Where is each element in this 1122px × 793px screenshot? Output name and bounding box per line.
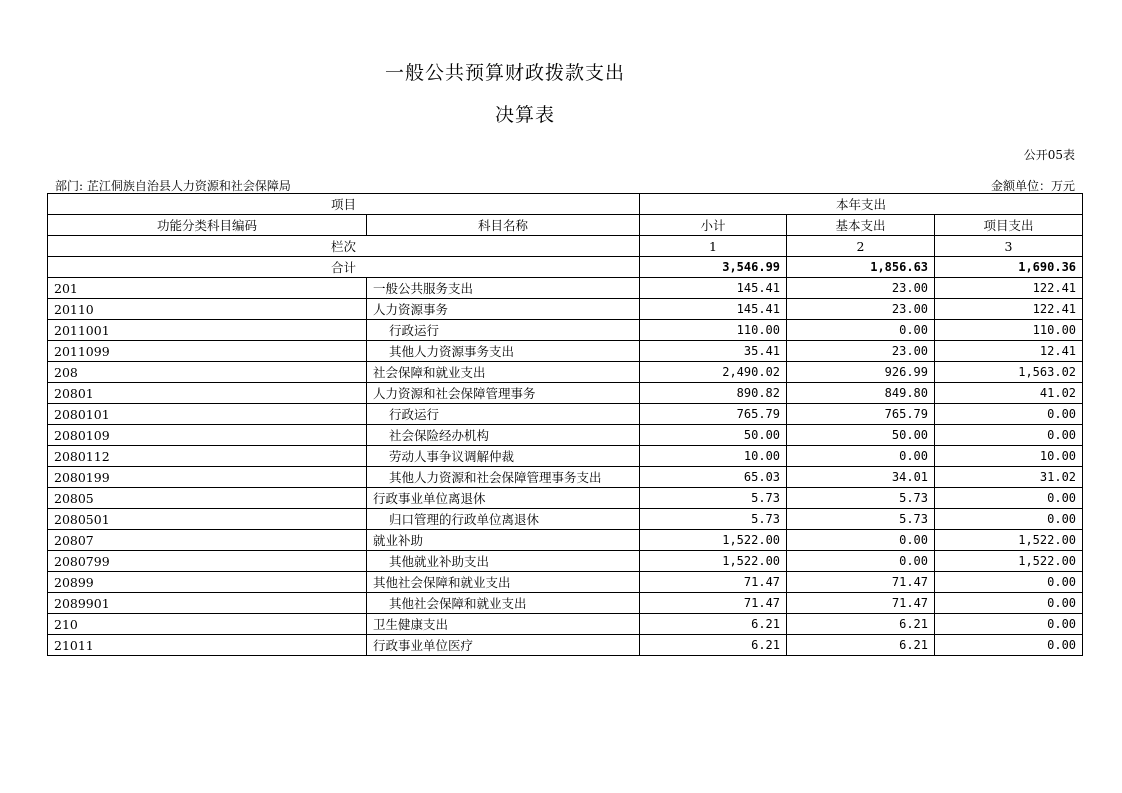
index-label: 栏次: [48, 236, 640, 257]
row-code: 2080101: [48, 404, 367, 425]
row-project: 0.00: [935, 509, 1083, 530]
row-subtotal: 5.73: [640, 488, 787, 509]
row-basic: 23.00: [787, 278, 935, 299]
col-header-basic: 基本支出: [787, 215, 935, 236]
row-name: 人力资源和社会保障管理事务: [367, 383, 640, 404]
header-current-year-cell: 本年支出: [640, 194, 1083, 215]
index-2: 2: [787, 236, 935, 257]
row-name: 其他就业补助支出: [367, 551, 640, 572]
row-subtotal: 890.82: [640, 383, 787, 404]
row-basic: 0.00: [787, 446, 935, 467]
row-project: 0.00: [935, 488, 1083, 509]
table-row: [48, 635, 1083, 656]
row-project: 1,522.00: [935, 530, 1083, 551]
table-row: [48, 572, 1083, 593]
row-name: 归口管理的行政单位离退休: [367, 509, 640, 530]
total-basic: 1,856.63: [787, 257, 935, 278]
row-basic: 23.00: [787, 341, 935, 362]
report-title: 一般公共预算财政拨款支出: [384, 62, 625, 84]
row-name: 其他社会保障和就业支出: [367, 593, 640, 614]
table-row: [48, 593, 1083, 614]
table-row: [48, 425, 1083, 446]
index-row: [48, 236, 1083, 257]
row-name: 其他人力资源事务支出: [367, 341, 640, 362]
row-code: 20805: [48, 488, 367, 509]
row-code: 210: [48, 614, 367, 635]
table-row: [48, 551, 1083, 572]
report-subtitle: 决算表: [494, 104, 555, 126]
table-row: [48, 278, 1083, 299]
row-code: 20110: [48, 299, 367, 320]
row-subtotal: 2,490.02: [640, 362, 787, 383]
row-subtotal: 110.00: [640, 320, 787, 341]
col-header-project: 项目支出: [935, 215, 1083, 236]
row-code: 20807: [48, 530, 367, 551]
row-project: 110.00: [935, 320, 1083, 341]
col-header-code: 功能分类科目编码: [48, 215, 367, 236]
row-name: 社会保险经办机构: [367, 425, 640, 446]
row-code: 2011001: [48, 320, 367, 341]
row-project: 0.00: [935, 614, 1083, 635]
row-project: 31.02: [935, 467, 1083, 488]
row-project: 0.00: [935, 593, 1083, 614]
table-row: [48, 320, 1083, 341]
row-project: 0.00: [935, 425, 1083, 446]
row-name: 行政运行: [367, 404, 640, 425]
row-name: 行政事业单位离退休: [367, 488, 640, 509]
row-name: 卫生健康支出: [367, 614, 640, 635]
table-row: [48, 530, 1083, 551]
row-code: 20899: [48, 572, 367, 593]
row-project: 0.00: [935, 404, 1083, 425]
col-header-name: 科目名称: [367, 215, 640, 236]
header-row-top: [48, 194, 1083, 215]
row-project: 41.02: [935, 383, 1083, 404]
row-name: 行政事业单位医疗: [367, 635, 640, 656]
table-row: [48, 446, 1083, 467]
row-code: 21011: [48, 635, 367, 656]
row-basic: 5.73: [787, 509, 935, 530]
row-subtotal: 50.00: [640, 425, 787, 446]
total-project: 1,690.36: [935, 257, 1083, 278]
index-1: 1: [640, 236, 787, 257]
row-code: 20801: [48, 383, 367, 404]
row-basic: 50.00: [787, 425, 935, 446]
total-row: [48, 257, 1083, 278]
expenditure-table: [47, 193, 1083, 656]
row-basic: 849.80: [787, 383, 935, 404]
row-basic: 6.21: [787, 635, 935, 656]
row-code: 2080199: [48, 467, 367, 488]
row-subtotal: 6.21: [640, 635, 787, 656]
row-basic: 0.00: [787, 530, 935, 551]
row-subtotal: 145.41: [640, 278, 787, 299]
row-basic: 765.79: [787, 404, 935, 425]
row-subtotal: 65.03: [640, 467, 787, 488]
col-header-subtotal: 小计: [640, 215, 787, 236]
row-basic: 23.00: [787, 299, 935, 320]
row-subtotal: 10.00: [640, 446, 787, 467]
total-label: 合计: [48, 257, 640, 278]
row-basic: 5.73: [787, 488, 935, 509]
row-code: 201: [48, 278, 367, 299]
table-row: [48, 614, 1083, 635]
table-row: [48, 383, 1083, 404]
row-basic: 71.47: [787, 572, 935, 593]
row-name: 其他人力资源和社会保障管理事务支出: [367, 467, 640, 488]
row-basic: 71.47: [787, 593, 935, 614]
row-subtotal: 5.73: [640, 509, 787, 530]
row-name: 一般公共服务支出: [367, 278, 640, 299]
row-code: 2080501: [48, 509, 367, 530]
header-row-columns: [48, 215, 1083, 236]
row-code: 2080799: [48, 551, 367, 572]
row-name: 行政运行: [367, 320, 640, 341]
row-basic: 6.21: [787, 614, 935, 635]
row-subtotal: 145.41: [640, 299, 787, 320]
department-label: 部门: 芷江侗族自治县人力资源和社会保障局: [55, 179, 291, 193]
row-basic: 926.99: [787, 362, 935, 383]
header-item-cell: 项目: [48, 194, 640, 215]
row-project: 12.41: [935, 341, 1083, 362]
row-project: 0.00: [935, 635, 1083, 656]
table-row: [48, 299, 1083, 320]
index-3: 3: [935, 236, 1083, 257]
row-code: 208: [48, 362, 367, 383]
row-project: 10.00: [935, 446, 1083, 467]
row-name: 人力资源事务: [367, 299, 640, 320]
row-basic: 0.00: [787, 551, 935, 572]
row-project: 122.41: [935, 278, 1083, 299]
row-project: 1,522.00: [935, 551, 1083, 572]
row-name: 社会保障和就业支出: [367, 362, 640, 383]
table-row: [48, 404, 1083, 425]
row-subtotal: 71.47: [640, 593, 787, 614]
row-name: 劳动人事争议调解仲裁: [367, 446, 640, 467]
row-subtotal: 1,522.00: [640, 530, 787, 551]
row-project: 122.41: [935, 299, 1083, 320]
row-subtotal: 35.41: [640, 341, 787, 362]
table-row: [48, 488, 1083, 509]
row-basic: 34.01: [787, 467, 935, 488]
row-subtotal: 1,522.00: [640, 551, 787, 572]
row-subtotal: 765.79: [640, 404, 787, 425]
row-subtotal: 71.47: [640, 572, 787, 593]
row-code: 2080112: [48, 446, 367, 467]
row-project: 1,563.02: [935, 362, 1083, 383]
row-subtotal: 6.21: [640, 614, 787, 635]
table-row: [48, 341, 1083, 362]
row-code: 2080109: [48, 425, 367, 446]
row-basic: 0.00: [787, 320, 935, 341]
table-row: [48, 362, 1083, 383]
row-code: 2011099: [48, 341, 367, 362]
table-row: [48, 467, 1083, 488]
amount-unit-label: 金额单位：万元: [990, 179, 1075, 193]
row-name: 其他社会保障和就业支出: [367, 572, 640, 593]
total-subtotal: 3,546.99: [640, 257, 787, 278]
row-name: 就业补助: [367, 530, 640, 551]
form-number: 公开05表: [1023, 148, 1075, 162]
table-row: [48, 509, 1083, 530]
row-code: 2089901: [48, 593, 367, 614]
row-project: 0.00: [935, 572, 1083, 593]
